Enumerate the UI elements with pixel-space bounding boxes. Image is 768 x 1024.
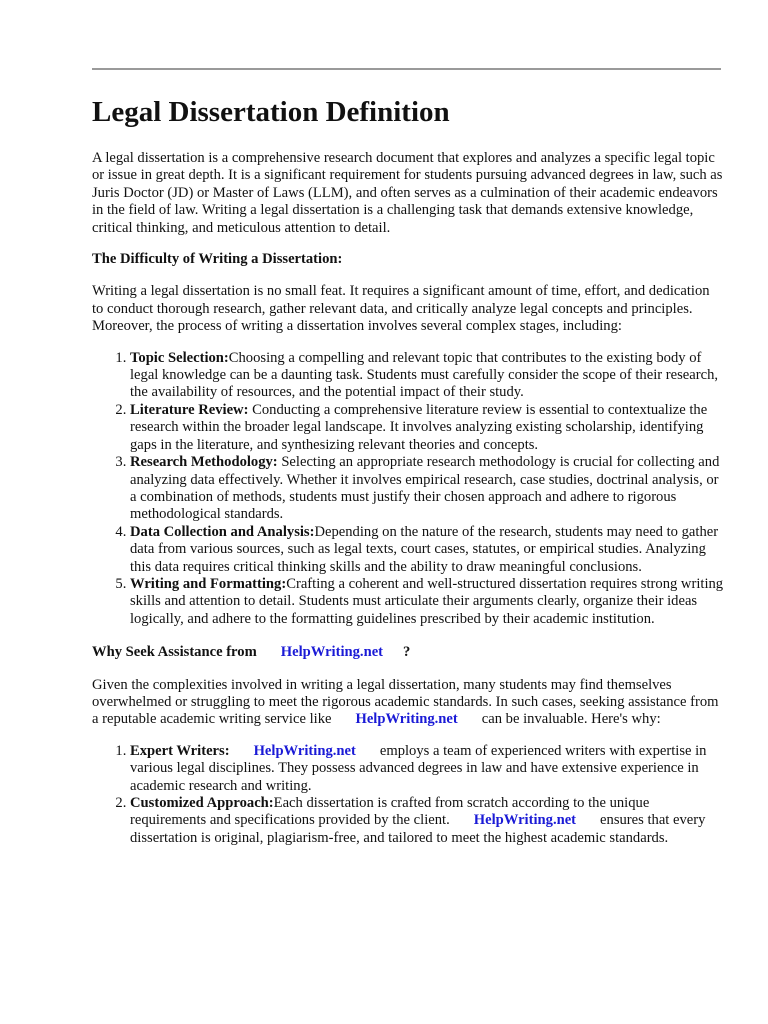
- assistance-paragraph: [92, 677, 724, 729]
- stage-text: Selecting an appropriate research methodology is crucial for collecting and analyzing data effectively. Whether it involves empirical research, case studies, doctrinal analysis, or a combination of methods, students must justify their chosen approach and adhere to rigorous methodological standards.: [130, 454, 720, 523]
- stage-text: Choosing a compelling and relevant topic that contributes to the existing body of legal knowledge can be a daunting task. Students must carefully consider the scope of their research, the availability of resources, and the potential impact of their study.: [130, 349, 719, 401]
- intro-paragraph: A legal dissertation is a comprehensive research document that explores and analyzes a specific legal topic or issue in great depth. It is a significant requirement for students pursuing advanced degrees in law, such as Juris Doctor (JD) or Master of Laws (LLM), and often serves as a culmination of their academic endeavors in the field of law. Writing a legal dissertation is a challenging task that demands extensive knowledge, critical thinking, and meticulous attention to detail.: [92, 150, 723, 236]
- reason-text-before: Each dissertation is crafted from scratch according to the unique requirements and specifications provided by the client.: [130, 795, 650, 829]
- helpwriting-link[interactable]: HelpWriting.net: [280, 644, 384, 661]
- page-title: Legal Dissertation Definition: [92, 96, 450, 128]
- list-item: [130, 454, 724, 524]
- assistance-text-after: can be invaluable. Here's why:: [481, 711, 661, 728]
- reasons-list: [92, 743, 724, 847]
- reason-text: employs a team of experienced writers with expertise in various legal disciplines. They possess advanced degrees in law and have extensive experience in academic research and writing.: [130, 742, 707, 794]
- reason-term: Customized Approach:: [130, 795, 274, 811]
- top-divider: [92, 68, 721, 70]
- list-item: [130, 743, 724, 795]
- difficulty-heading: The Difficulty of Writing a Dissertation:: [92, 251, 343, 268]
- list-item: [130, 524, 724, 576]
- document-body: [92, 150, 724, 863]
- assistance-heading-prefix: Why Seek Assistance from: [92, 644, 257, 661]
- reason-term: Expert Writers:: [130, 742, 230, 759]
- stage-term: Writing and Formatting:: [130, 575, 287, 592]
- list-item: [130, 795, 724, 847]
- assistance-text-before: Given the complexities involved in writing a legal dissertation, many students may find themselves overwhelmed or struggling to meet the rigorous academic standards. In such cases, seeking assistance from a reputable academic writing service like: [92, 676, 719, 728]
- helpwriting-link[interactable]: HelpWriting.net: [355, 711, 458, 728]
- helpwriting-link[interactable]: HelpWriting.net: [253, 742, 356, 759]
- stage-text: Crafting a coherent and well-structured dissertation requires strong writing skills and attention to detail. Students must articulate their arguments clearly, organize their ideas logically, and adhere to the formatting guidelines prescribed by their academic institution.: [130, 575, 724, 627]
- stage-text: Depending on the nature of the research, students may need to gather data from various sources, such as legal texts, court cases, statutes, or empirical studies. Analyzing this data requires critical thinking skills and the ability to draw meaningful conclusions.: [130, 523, 719, 575]
- stage-term: Topic Selection:: [130, 349, 229, 366]
- list-item: [130, 402, 724, 454]
- difficulty-paragraph: Writing a legal dissertation is no small feat. It requires a significant amount of time, effort, and dedication to conduct thorough research, gather relevant data, and critically analyze legal concepts and principles. Moreover, the process of writing a dissertation involves several complex stages, including:: [92, 283, 710, 335]
- helpwriting-link[interactable]: HelpWriting.net: [473, 812, 577, 829]
- assistance-heading-suffix: ?: [403, 644, 411, 661]
- stage-term: Literature Review:: [130, 401, 249, 418]
- stages-list: [92, 350, 724, 629]
- list-item: [130, 350, 724, 402]
- stage-term: Research Methodology:: [130, 454, 278, 471]
- reason-text: ensures that every dissertation is original, plagiarism-free, and tailored to meet the highest academic standards.: [130, 812, 706, 846]
- stage-term: Data Collection and Analysis:: [130, 523, 315, 540]
- stage-text: Conducting a comprehensive literature review is essential to contextualize the research within the broader legal landscape. It involves analyzing existing scholarship, identifying gaps in the literature, and synthesizing relevant theories and concepts.: [130, 401, 708, 453]
- assistance-heading: [92, 644, 724, 661]
- list-item: [130, 576, 724, 628]
